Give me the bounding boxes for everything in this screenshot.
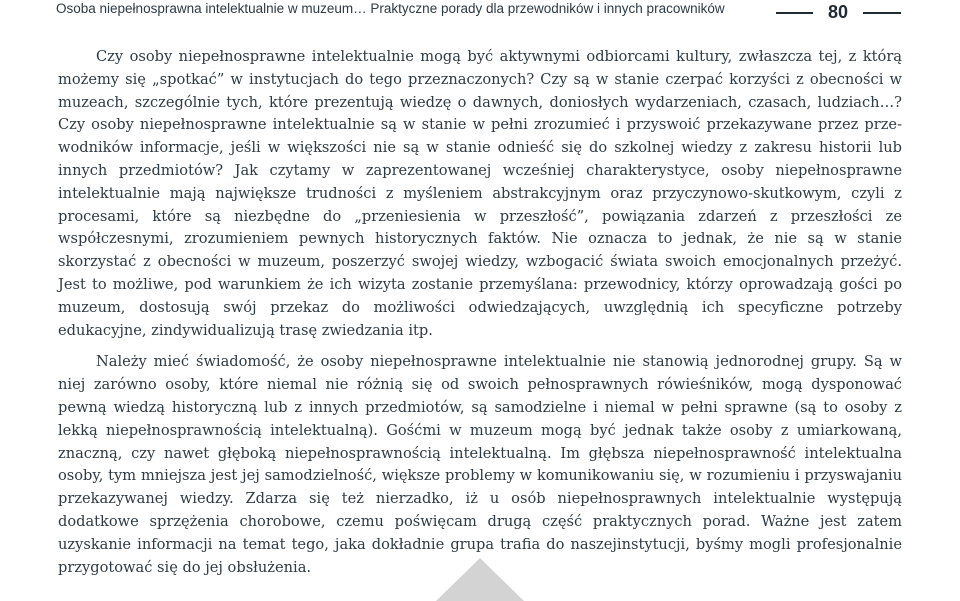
paragraph-2: Należy mieć świadomość, że osoby niepełnosprawne intelektualnie nie stanowią jednorodnej grupy. Są w niej zarówno osoby, które niemal nie różnią się od swoich pełnosprawnych rówieśników, mogą dysponować pewną wiedzą historyczną lub z innych przedmiotów, są samodzielne i niemal w pełni sprawne (są to osoby z lekką niepełnosprawnością intelektualną). Gośćmi w muzeum mogą być jednak także osoby z umiarkowaną, znaczną, czy nawet głęboką niepełnosprawnością intelektualną. Im głębsza niepełnosprawność intelektualna osoby, tym mniejsza jest jej samodzielność, większe problemy w komunikowaniu się, w rozumieniu i przyswajaniu przekazywanej wiedzy. Zdarza się też nierzadko, iż u osób niepełnosprawnych intelektualnie występują dodatkowe sprzężenia chorobowe, czemu poświęcam drugą część praktycznych porad. Ważne jest zatem uzyskanie informacji na temat tego, jaka dokładnie grupa trafia do naszejinstytucji, byśmy mogli profesjonalnie przygotować się do jej obsłużenia. — [58, 353, 902, 576]
page-number-rule-left — [776, 12, 813, 14]
page-number: 80 — [827, 2, 849, 22]
running-title: Osoba niepełnosprawna intelektualnie w muzeum… Praktyczne porady dla przewodników i innych pracowników — [56, 1, 725, 16]
page-number-rule-right — [863, 12, 901, 14]
decorative-triangle — [436, 558, 524, 601]
page-number-block — [776, 2, 904, 24]
body-text — [58, 46, 902, 579]
page-header — [0, 0, 960, 30]
paragraph-1: Czy osoby niepełnosprawne intelektualnie mogą być aktywnymi odbiorcami kultury, zwłaszcza tej, z którą możemy się „spotkać” w instytucjach do tego przeznaczonych? Czy są w stanie czerpać korzyści z obecności w muzeach, szczególnie tych, które prezentują wiedzę o dawnych, doniosłych wydarzeniach, czasach, ludziach…? Czy osoby niepełnosprawne intelektualnie są w stanie w pełni zrozumieć i przyswoić przekazywane przez przewodników informacje, jeśli w większości nie są w stanie odnieść się do szkolnej wiedzy z zakresu historii lub innych przedmiotów? Jak czytamy w zaprezentowanej wcześniej charakterystyce, osoby niepełnosprawne intelektualnie mają największe trudności z myśleniem abstrakcyjnym oraz przyczynowo-skutkowym, czyli z procesami, które są niezbędne do „przeniesienia w przeszłość”, powiązania zdarzeń z przeszłości ze współczesnymi, zrozumieniem pewnych historycznych faktów. Nie oznacza to jednak, że nie są w stanie skorzystać z obecności w muzeum, poszerzyć swojej wiedzy, wzbogacić świata swoich emocjonalnych przeżyć. Jest to możliwe, pod warunkiem że ich wizyta zostanie przemyślana: przewodnicy, którzy oprowadzają gości po muzeum, dostosują swój przekaz do możliwości odwiedzających, uwzględnią ich specyficzne potrzeby edukacyjne, zindywidualizują trasę zwiedzania itp. — [58, 48, 902, 339]
